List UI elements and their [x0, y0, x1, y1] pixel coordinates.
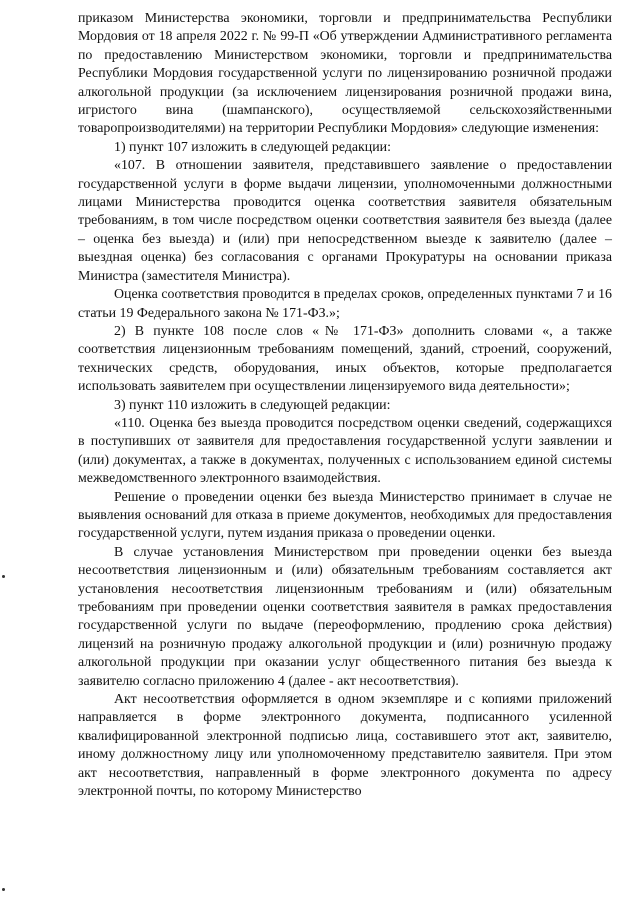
paragraph-item-1: 1) пункт 107 изложить в следующей редакции: [114, 139, 391, 155]
paragraph-decision: Решение о проведении оценки без выезда Министерство принимает в случае не выявления оснований для отказа в приеме документов, необходимых для предоставления государственной услуги, путем издания приказа о проведении оценки. [78, 489, 612, 542]
document-body [78, 10, 612, 801]
scan-speck-mark [2, 575, 5, 578]
paragraph-act: Акт несоответствия оформляется в одном экземпляре и с копиями приложений направляется в форме электронного документа, подписанного усиленной квалифицированной электронной подписью лица, составившего этот акт, заявителю, иному должностному лицу или уполномоченному представителю заявителя. При этом акт несоответствия, направленный в форме электронного документа по адресу электронной почты, по которому Министерство [78, 692, 612, 800]
paragraph-item-2: 2) В пункте 108 после слов «№ 171-ФЗ» дополнить словами «, а также соответствия лицензионным требованиям помещений, зданий, строений, сооружений, технических средств, оборудования, иных объектов, которые предполагается использовать заявителем при осуществлении лицензируемого вида деятельности»; [78, 323, 612, 395]
paragraph-intro: приказом Министерства экономики, торговли и предпринимательства Республики Мордовия от 18 апреля 2022 г. № 99-П «Об утверждении Административного регламента по предоставлению Министерством экономики, торговли и предпринимательства Республики Мордовия государственной услуги по лицензированию розничной продажи алкогольной продукции (за исключением лицензирования розничной продажи вина, игристого вина (шампанского), осуществляемой сельскохозяйственными товаропроизводителями) на территории Республики Мордовия» следующие изменения: [78, 11, 612, 137]
paragraph-clause-107: «107. В отношении заявителя, представившего заявление о предоставлении государственной услуги в форме выдачи лицензии, уполномоченными должностными лицами Министерства проводится оценка соответствия заявителя обязательным требованиям, в том числе посредством оценки соответствия заявителя без выезда (далее – оценка без выезда) и (или) при непосредственном выезде к заявителю (далее – выездная оценка) без согласования с органами Прокуратуры на основании приказа Министра (заместителя Министра). [78, 158, 612, 284]
paragraph-item-3: 3) пункт 110 изложить в следующей редакции: [114, 397, 391, 413]
paragraph-assessment-terms: Оценка соответствия проводится в пределах сроков, определенных пунктами 7 и 16 статьи 19 Федерального закона № 171-ФЗ.»; [78, 287, 612, 321]
paragraph-clause-110: «110. Оценка без выезда проводится посредством оценки сведений, содержащихся в поступивших от заявителя для предоставления государственной услуги заявлении и (или) документах, а также в документах, полученных с использованием единой системы межведомственного электронного взаимодействия. [78, 415, 612, 487]
scan-speck-mark [2, 888, 5, 891]
paragraph-nonconformity: В случае установления Министерством при проведении оценки без выезда несоответствия лицензионным и (или) обязательным требованиям составляется акт установления несоответствия лицензионным требованиям и (или) обязательным требованиям при проведении оценки соответствия заявителя в рамках предоставления государственной услуги по выдаче (переоформлению, продлению срока действия) лицензий на розничную продажу алкогольной продукции и (или) розничную продажу алкогольной продукции при оказании услуг общественного питания без выезда к заявителю согласно приложению 4 (далее - акт несоответствия). [78, 544, 612, 689]
